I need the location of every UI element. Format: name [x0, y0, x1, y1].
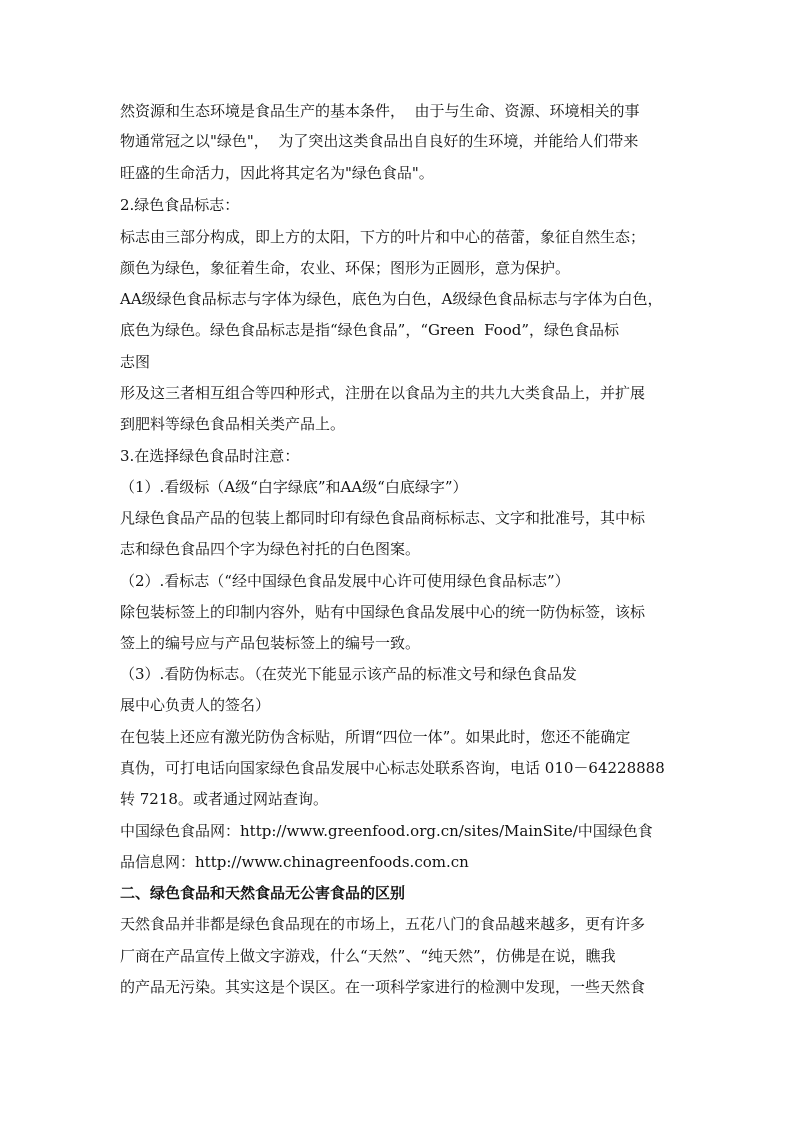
paragraph-line: 在包装上还应有激光防伪含标贴，所谓“四位一体”。如果此时，您还不能确定	[120, 728, 631, 746]
paragraph-line: 颜色为绿色，象征着生命，农业、环保；图形为正圆形，意为保护。	[120, 259, 571, 277]
paragraph-line: 真伪，可打电话向国家绿色食品发展中心标志处联系咨询，电话 010－64228888	[120, 759, 665, 777]
paragraph-line: 厂商在产品宣传上做文字游戏，什么“天然”、“纯天然”，仿佛是在说，瞧我	[120, 947, 616, 965]
paragraph-line: 转 7218。或者通过网站查询。	[120, 790, 328, 808]
paragraph-line: 然资源和生态环境是食品生产的基本条件， 由于与生命、资源、环境相关的事	[120, 102, 640, 120]
paragraph-line: 物通常冠之以"绿色"， 为了突出这类食品出自良好的生环境，并能给人们带来	[120, 132, 639, 150]
paragraph-line: 品信息网：http://www.chinagreenfoods.com.cn	[120, 853, 469, 871]
paragraph-line: 签上的编号应与产品包装标签上的编号一致。	[120, 634, 421, 652]
subsection-heading: （2）.看标志（“经中国绿色食品发展中心许可使用绿色食品标志”）	[120, 572, 570, 590]
paragraph-line: 除包装标签上的印制内容外，贴有中国绿色食品发展中心的统一防伪标签，该标	[120, 603, 646, 621]
paragraph-line: 底色为绿色。绿色食品标志是指“绿色食品”，“Green Food”，绿色食品标	[120, 321, 620, 339]
paragraph-line: 形及这三者相互组合等四种形式，注册在以食品为主的共九大类食品上，并扩展	[120, 384, 646, 402]
paragraph-line: 凡绿色食品产品的包装上都同时印有绿色食品商标标志、文字和批准号，其中标	[120, 509, 646, 527]
chapter-heading: 二、绿色食品和天然食品无公害食品的区别	[120, 884, 406, 902]
paragraph-line: AA级绿色食品标志与字体为绿色，底色为白色，A级绿色食品标志与字体为白色，	[120, 290, 663, 308]
paragraph-line: 标志由三部分构成，即上方的太阳，下方的叶片和中心的蓓蕾，象征自然生态；	[120, 228, 646, 246]
paragraph-line: 到肥料等绿色食品相关类产品上。	[120, 415, 346, 433]
paragraph-line: 的产品无污染。其实这是个误区。在一项科学家进行的检测中发现，一些天然食	[120, 978, 646, 996]
subsection-heading: （1）.看级标（A级“白字绿底”和AA级“白底绿字”）	[120, 478, 468, 496]
paragraph-line: 展中心负责人的签名）	[120, 696, 271, 714]
paragraph-line: 旺盛的生命活力，因此将其定名为"绿色食品"。	[120, 164, 434, 182]
subsection-heading: （3）.看防伪标志。（在荧光下能显示该产品的标准文号和绿色食品发	[120, 665, 577, 683]
section-heading: 2.绿色食品标志：	[120, 196, 240, 214]
paragraph-line: 天然食品并非都是绿色食品现在的市场上，五花八门的食品越来越多，更有许多	[120, 915, 646, 933]
paragraph-line: 中国绿色食品网：http://www.greenfood.org.cn/sites/MainSite/中国绿色食	[120, 822, 653, 840]
paragraph-line: 志和绿色食品四个字为绿色衬托的白色图案。	[120, 540, 421, 558]
paragraph-line: 志图	[120, 353, 151, 371]
section-heading: 3.在选择绿色食品时注意：	[120, 447, 300, 465]
